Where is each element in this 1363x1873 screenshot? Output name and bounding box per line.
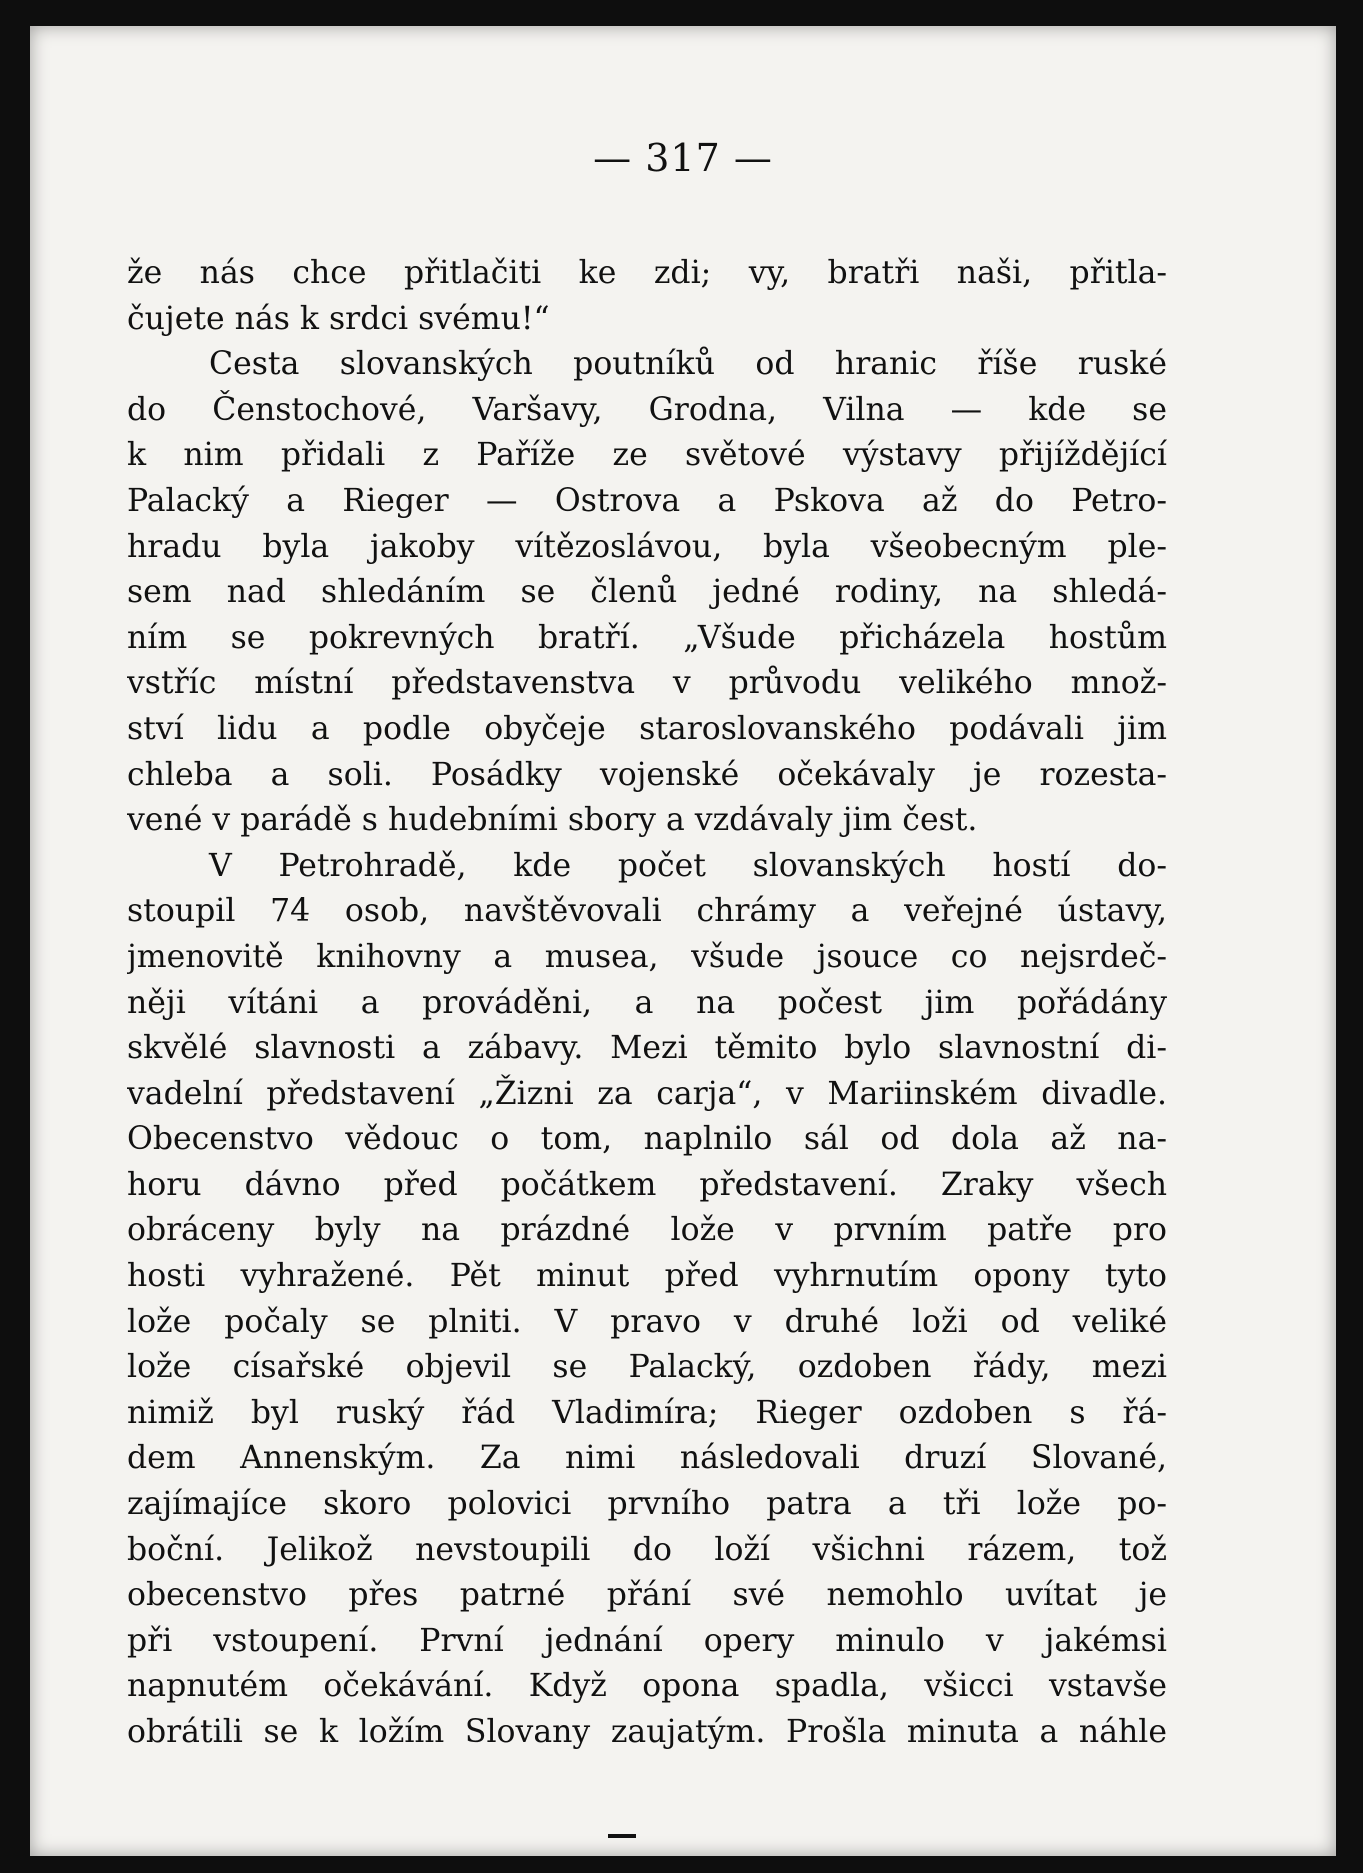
text-line: Palacký a Rieger — Ostrova a Pskova až do Petro- <box>127 482 1167 519</box>
text-line: Obecenstvo vědouc o tom, naplnilo sál od dola až na- <box>127 1121 1167 1158</box>
text-line: napnutém očekávání. Když opona spadla, všicci vstavše <box>127 1668 1167 1705</box>
text-line: obecenstvo přes patrné přání své nemohlo uvítat je <box>127 1577 1167 1614</box>
text-line: Cesta slovanských poutníků od hranic říše ruské <box>209 346 1167 383</box>
text-line: něji vítáni a prováděni, a na počest jim pořádány <box>127 984 1167 1021</box>
text-line: sem nad shledáním se členů jedné rodiny, na shledá- <box>127 574 1167 611</box>
text-line: k nim přidali z Paříže ze světové výstavy přijíždějící <box>127 437 1167 474</box>
bottom-mark <box>608 1834 636 1838</box>
text-line: vstříc místní představenstva v průvodu velikého množ- <box>127 665 1167 702</box>
text-line: skvělé slavnosti a zábavy. Mezi těmito bylo slavnostní di- <box>127 1030 1167 1067</box>
text-line: ním se pokrevných bratří. „Všude přicházela hostům <box>127 619 1167 656</box>
text-line: nimiž byl ruský řád Vladimíra; Rieger ozdoben s řá- <box>127 1394 1167 1431</box>
book-page <box>30 26 1336 1856</box>
text-line: čujete nás k srdci svému!“ <box>127 300 550 337</box>
text-line: stoupil 74 osob, navštěvovali chrámy a veřejné ústavy, <box>127 893 1167 930</box>
text-line: V Petrohradě, kde počet slovanských hostí do- <box>209 847 1167 884</box>
text-line: že nás chce přitlačiti ke zdi; vy, bratři naši, přitla- <box>127 255 1167 291</box>
text-line: vadelní představení „Žizni za carja“, v Mariinském divadle. <box>127 1075 1167 1112</box>
text-line: lože počaly se plniti. V pravo v druhé loži od veliké <box>127 1303 1167 1340</box>
text-line: zajímajíce skoro polovici prvního patra a tři lože po- <box>127 1486 1167 1523</box>
text-line: ství lidu a podle obyčeje staroslovanského podávali jim <box>127 710 1167 747</box>
text-line: obráceny byly na prázdné lože v prvním patře pro <box>127 1212 1167 1249</box>
text-line: při vstoupení. První jednání opery minulo v jakémsi <box>127 1622 1167 1659</box>
text-line: obrátili se k ložím Slovany zaujatým. Prošla minuta a náhle <box>127 1714 1167 1750</box>
text-line: do Čenstochové, Varšavy, Grodna, Vilna — kde se <box>127 391 1167 428</box>
text-line: vené v parádě s hudebními sbory a vzdávaly jim čest. <box>127 802 978 839</box>
body-text <box>127 251 1167 1756</box>
text-line: chleba a soli. Posádky vojenské očekávaly je rozesta- <box>127 756 1167 793</box>
text-line: dem Annenským. Za nimi následovali druzí Slované, <box>127 1440 1167 1477</box>
page-number: — 317 — <box>593 136 773 180</box>
text-line: lože císařské objevil se Palacký, ozdoben řády, mezi <box>127 1349 1167 1386</box>
text-line: boční. Jelikož nevstoupili do loží všichni rázem, tož <box>127 1531 1167 1568</box>
text-line: hradu byla jakoby vítězoslávou, byla všeobecným ple- <box>127 528 1167 565</box>
text-line: hosti vyhražené. Pět minut před vyhrnutím opony tyto <box>127 1258 1167 1295</box>
text-line: jmenovitě knihovny a musea, všude jsouce co nejsrdeč- <box>127 938 1167 975</box>
text-line: horu dávno před počátkem představení. Zraky všech <box>127 1166 1167 1203</box>
